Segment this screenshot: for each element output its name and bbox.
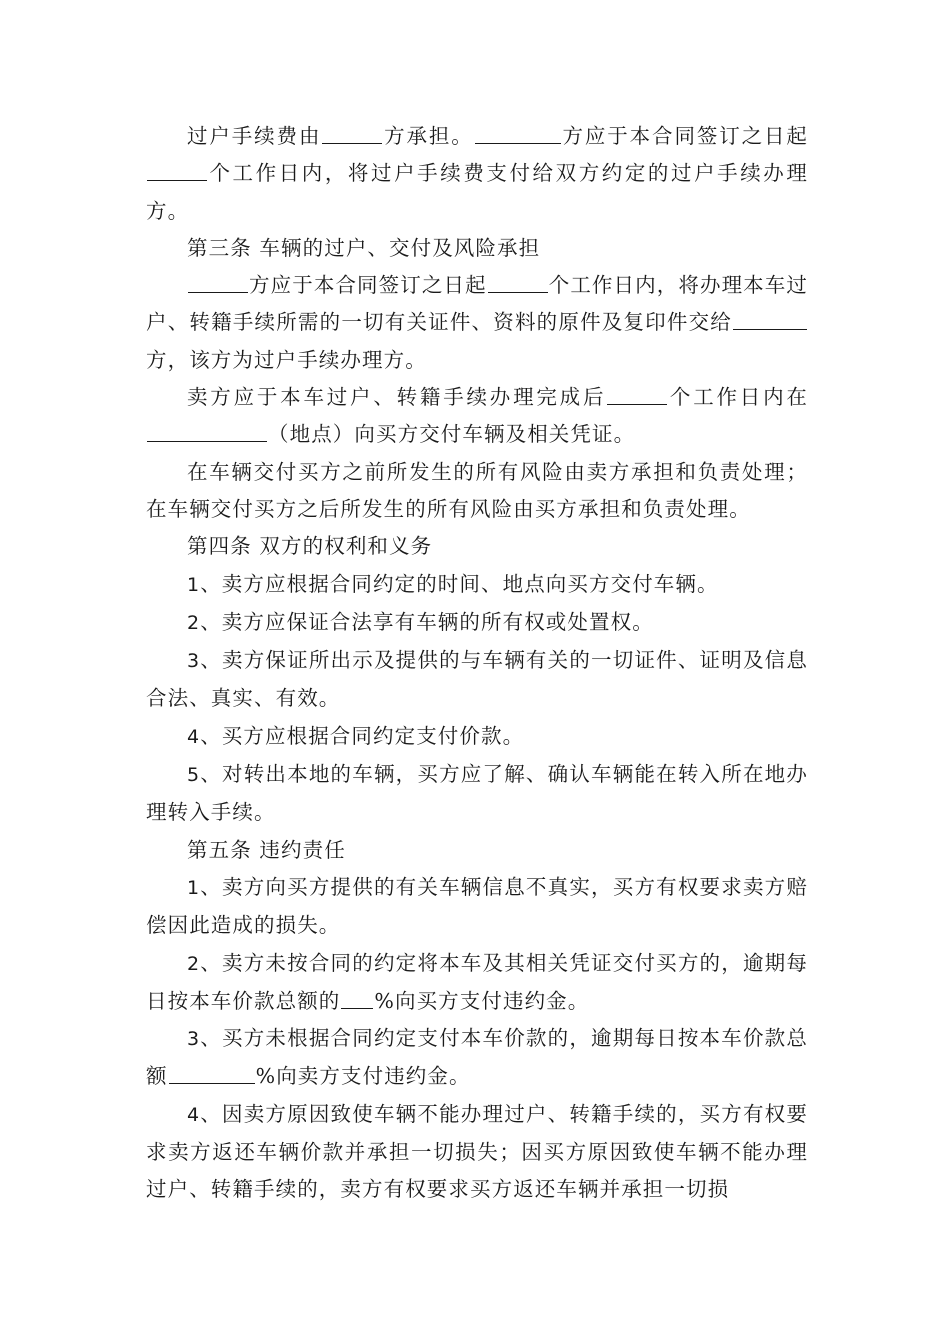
list-item: [146, 566, 808, 604]
paragraph-risk: 在车辆交付买方之前所发生的所有风险由卖方承担和负责处理；在车辆交付买方之后所发生的所有风险由买方承担和负责处理。: [146, 459, 808, 521]
list-item: [146, 1096, 808, 1209]
article-5-heading: 第五条 违约责任: [187, 837, 346, 862]
item-number: 4: [187, 725, 201, 748]
item-number: 3: [187, 1028, 201, 1051]
list-item: [146, 756, 808, 832]
blank-line: [475, 121, 561, 144]
item-number: 1: [187, 876, 201, 899]
document-page: [146, 118, 808, 1209]
text: 、卖方向买方提供的有关车辆信息不真实，买方有权要求卖方赔偿因此造成的损失。: [146, 874, 808, 938]
text: 、买方应根据合同约定支付价款。: [200, 723, 525, 748]
list-item: [146, 604, 808, 642]
text: 、卖方未按合同的约定将本车及其相关凭证交付买方的，逾期每日按本车价款总额的: [146, 950, 808, 1013]
blank-line: [188, 270, 248, 293]
article-3-heading: 第三条 车辆的过户、交付及风险承担: [187, 235, 541, 260]
item-number: 3: [187, 650, 201, 673]
text: %向买方支付违约金。: [374, 988, 590, 1013]
text: 、卖方应根据合同约定的时间、地点向买方交付车辆。: [200, 571, 719, 596]
text: （地点）向买方交付车辆及相关凭证。: [268, 422, 636, 447]
paragraph-documents-delivery: [146, 267, 808, 379]
paragraph-transfer-fee: [146, 118, 808, 230]
blank-line: [607, 382, 667, 405]
text: 过户手续费由: [187, 124, 322, 148]
list-item: [146, 1020, 808, 1096]
item-number: 4: [187, 1103, 201, 1126]
blank-line: [147, 158, 207, 181]
text: %向卖方支付违约金。: [255, 1064, 471, 1089]
blank-line: [147, 419, 267, 442]
blank-line: [322, 121, 382, 144]
item-number: 5: [187, 764, 201, 787]
item-number: 2: [187, 952, 201, 975]
item-number: 2: [187, 611, 201, 634]
text: 个工作日内，将过户手续费支付给双方约定的过户手续办理方。: [146, 161, 808, 223]
list-item: [146, 869, 808, 945]
blank-line: [169, 1061, 255, 1084]
text: 、因卖方原因致使车辆不能办理过户、转籍手续的，买方有权要求卖方返还车辆价款并承担一切损失；因买方原因致使车辆不能办理过户、转籍手续的，卖方有权要求买方返还车辆并承担一切损: [146, 1101, 808, 1202]
text: 方承担。: [383, 124, 474, 148]
text: 、对转出本地的车辆，买方应了解、确认车辆能在转入所在地办理转入手续。: [146, 762, 808, 825]
text: 、卖方应保证合法享有车辆的所有权或处置权。: [200, 609, 654, 634]
text: 方，该方为过户手续办理方。: [146, 347, 427, 372]
item-number: 1: [187, 573, 201, 596]
text: 个工作日内在: [668, 385, 808, 410]
list-item: [146, 718, 808, 756]
text: 、买方未根据合同约定支付本车价款的，逾期每日按本车价款总额: [146, 1026, 808, 1089]
text: 个工作日内，将办理本车过户、转籍手续所需的一切有关证件、资料的原件及复印件交给: [146, 273, 808, 335]
text: 、卖方保证所出示及提供的与车辆有关的一切证件、证明及信息合法、真实、有效。: [146, 648, 808, 711]
text: 方应于本合同签订之日起: [561, 124, 808, 148]
blank-line: [733, 307, 807, 330]
text: 方应于本合同签订之日起: [249, 273, 487, 298]
blank-line: [341, 986, 373, 1009]
list-item: [146, 642, 808, 718]
text: 卖方应于本车过户、转籍手续办理完成后: [187, 385, 607, 410]
list-item: [146, 945, 808, 1021]
article-4-heading: 第四条 双方的权利和义务: [187, 534, 433, 559]
paragraph-vehicle-delivery: [146, 379, 808, 454]
blank-line: [488, 270, 548, 293]
